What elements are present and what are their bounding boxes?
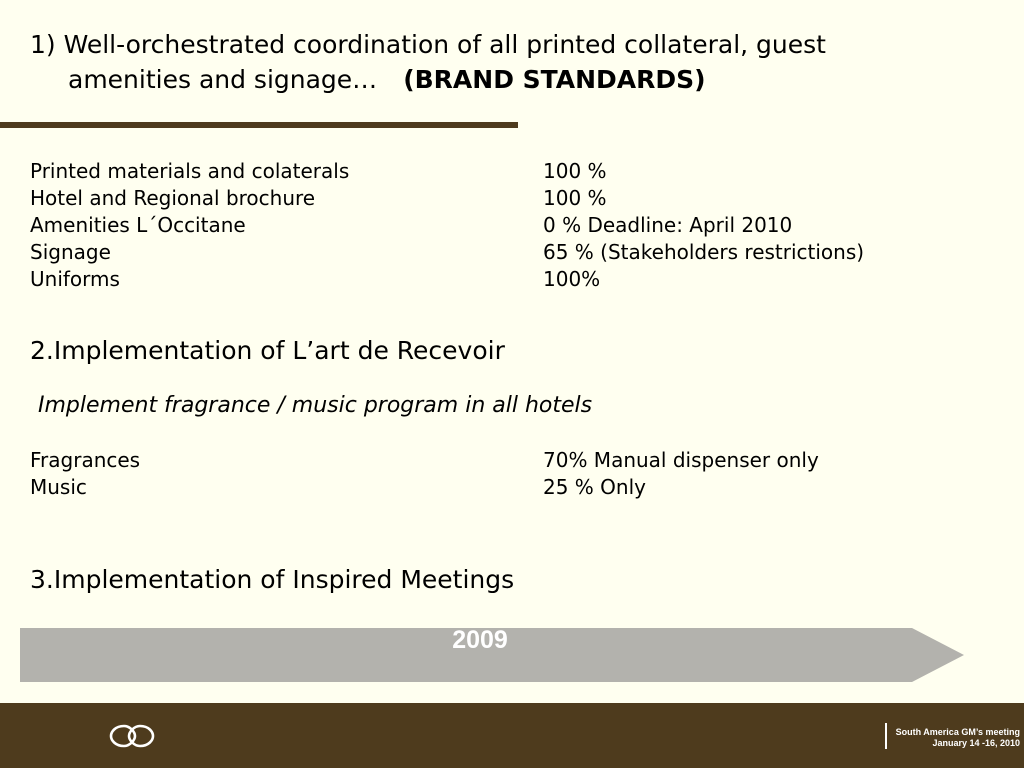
status-row-label: Music bbox=[30, 475, 87, 499]
status-row bbox=[30, 447, 990, 474]
slide-title-emphasis: (BRAND STANDARDS) bbox=[403, 65, 706, 94]
status-row-value: 70% Manual dispenser only bbox=[543, 448, 819, 472]
status-row bbox=[30, 185, 990, 212]
footer-event-name: South America GM’s meeting bbox=[895, 727, 1020, 737]
slide-title-line2 bbox=[30, 62, 990, 97]
interlocking-rings-logo-icon bbox=[108, 723, 156, 749]
status-row-label: Hotel and Regional brochure bbox=[30, 186, 316, 210]
status-row-label: Printed materials and colaterals bbox=[30, 159, 350, 183]
slide-title-line1: 1) Well-orchestrated coordination of all printed collateral, guest bbox=[30, 30, 826, 59]
status-row-value: 65 % (Stakeholders restrictions) bbox=[543, 240, 865, 264]
status-row-value: 100 % bbox=[543, 159, 607, 183]
status-row-value: 0 % Deadline: April 2010 bbox=[543, 213, 793, 237]
status-row-label: Amenities L´Occitane bbox=[30, 213, 246, 237]
section2-heading: 2.Implementation of L’art de Recevoir bbox=[30, 336, 505, 365]
footer-bar bbox=[0, 703, 1024, 768]
status-row bbox=[30, 474, 990, 501]
status-row bbox=[30, 212, 990, 239]
section2-subheading: Implement fragrance / music program in all hotels bbox=[38, 393, 593, 418]
timeline-year-label: 2009 bbox=[452, 626, 508, 654]
timeline-arrow bbox=[20, 628, 964, 682]
status-row-value: 100 % bbox=[543, 186, 607, 210]
section3-heading: 3.Implementation of Inspired Meetings bbox=[30, 565, 515, 594]
slide-title bbox=[30, 27, 990, 97]
section1-status-list bbox=[30, 158, 990, 293]
title-underline-rule bbox=[0, 122, 518, 128]
footer-event-info bbox=[896, 727, 1020, 749]
status-row bbox=[30, 158, 990, 185]
section2-status-list bbox=[30, 447, 990, 501]
footer-divider bbox=[885, 723, 887, 749]
status-row-value: 100% bbox=[543, 267, 601, 291]
status-row-label: Uniforms bbox=[30, 267, 120, 291]
slide-title-line2-text: amenities and signage… bbox=[68, 65, 378, 94]
status-row-value: 25 % Only bbox=[543, 475, 646, 499]
footer-event-dates: January 14 -16, 2010 bbox=[932, 738, 1020, 748]
status-row-label: Signage bbox=[30, 240, 111, 264]
status-row bbox=[30, 239, 990, 266]
status-row-label: Fragrances bbox=[30, 448, 141, 472]
status-row bbox=[30, 266, 990, 293]
